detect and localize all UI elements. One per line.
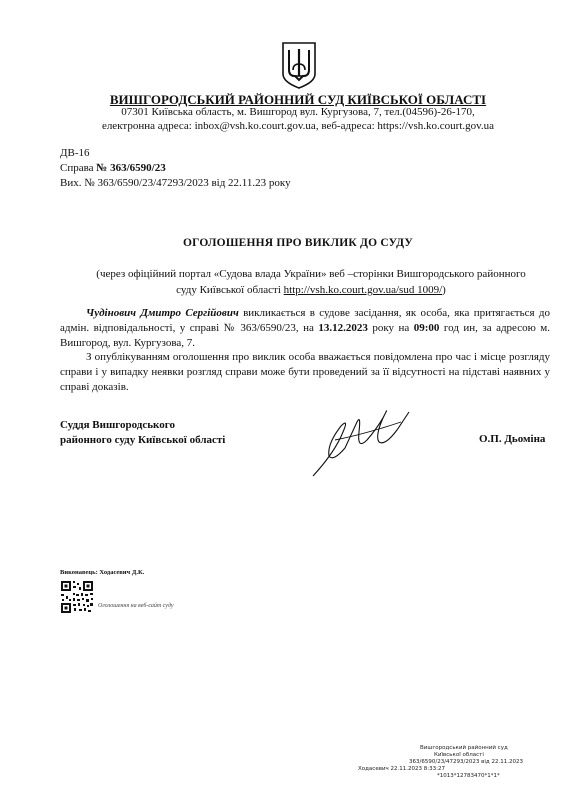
- footer-court: Вишгородський районний суд: [420, 745, 508, 751]
- case-number: № 363/6590/23: [96, 162, 166, 174]
- qr-caption: Оголошення на веб-сайт суду: [98, 603, 174, 609]
- case-number-line: [60, 161, 166, 176]
- notice-text: З опублікуванням оголошення про виклик особа вважається повідомлена про час і місце розгляду справи і у випадку неявки розгляд справи може бути проведений за її відсутності на підставі наявних у справі доказів.: [60, 351, 550, 393]
- portal-close: ): [442, 284, 446, 296]
- document-code: ДВ-16: [60, 147, 90, 159]
- judge-name: О.П. Дьоміна: [479, 433, 546, 445]
- summons-paragraph: [60, 306, 550, 351]
- outgoing-number: Вих. № 363/6590/23/47293/2023 від 22.11.23 року: [60, 177, 291, 189]
- summons-text-3: год ин, за адресою м. Вишгород, вул. Кургузова, 7.: [60, 322, 550, 349]
- footer-region: Київської області: [434, 752, 484, 758]
- notice-paragraph: [60, 350, 550, 395]
- portal-text: (через офіційний портал «Судова влада України» веб –сторінки Вишгородського районного суду Київської області: [96, 268, 526, 296]
- person-name: Чудінович Дмитро Сергійович: [86, 307, 239, 319]
- court-address: 07301 Київська область, м. Вишгород вул. Кургузова, 7, тел.(04596)-26-170,: [121, 106, 475, 118]
- executor-name: Виконавець: Ходасевич Д.К.: [60, 569, 145, 576]
- footer-outgoing: 363/6590/23/47293/2023 від 22.11.2023: [409, 759, 523, 765]
- coat-of-arms-icon: [279, 40, 319, 90]
- court-website-link[interactable]: http://vsh.ko.court.gov.ua/sud 1009/: [283, 284, 443, 296]
- court-contacts: електронна адреса: inbox@vsh.ko.court.gov.ua, веб-адреса: https://vsh.ko.court.gov.ua: [101, 120, 495, 132]
- hearing-time: 09:00: [413, 322, 440, 334]
- judge-title: [60, 418, 225, 448]
- judge-signature: [305, 392, 415, 480]
- footer-registered-by: Ходасевич 22.11.2023 8:33:27: [358, 766, 445, 772]
- summons-text-1: викликається в судове засідання, як особа, яка притягається до адмін. відповідальності, у справі № 363/6590/23, на: [60, 307, 550, 334]
- portal-note: [86, 266, 536, 298]
- footer-barcode-number: *1013*12783470*1*1*: [437, 773, 500, 779]
- hearing-date: 13.12.2023: [318, 322, 368, 334]
- qr-code[interactable]: [60, 580, 94, 614]
- court-name: ВИШГОРОДСЬКИЙ РАЙОННИЙ СУД КИЇВСЬКОЇ ОБЛАСТІ: [109, 92, 487, 107]
- document-title: ОГОЛОШЕННЯ ПРО ВИКЛИК ДО СУДУ: [182, 237, 414, 249]
- summons-text-2: року на: [367, 322, 414, 334]
- judge-line-2: районного суду Київської області: [60, 434, 226, 446]
- case-label: Справа: [60, 162, 97, 174]
- judge-line-1: Суддя Вишгородського: [60, 419, 175, 431]
